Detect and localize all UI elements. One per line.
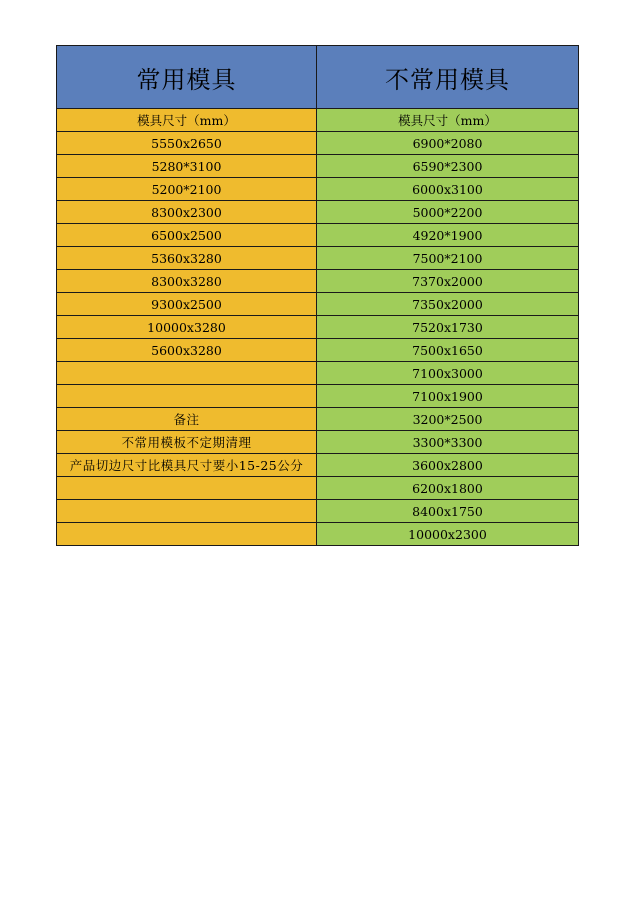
uncommon-mold-cell[interactable]: 6200x1800	[317, 477, 579, 500]
uncommon-mold-cell[interactable]: 6900*2080	[317, 132, 579, 155]
uncommon-mold-cell[interactable]: 3200*2500	[317, 408, 579, 431]
common-mold-cell[interactable]: 6500x2500	[57, 224, 317, 247]
uncommon-mold-cell[interactable]: 7100x3000	[317, 362, 579, 385]
uncommon-mold-cell[interactable]: 7520x1730	[317, 316, 579, 339]
common-mold-cell[interactable]: 5550x2650	[57, 132, 317, 155]
common-mold-cell[interactable]: 5360x3280	[57, 247, 317, 270]
table-row	[57, 385, 579, 408]
table-row	[57, 362, 579, 385]
mold-size-table	[56, 45, 579, 546]
common-mold-cell[interactable]: 5600x3280	[57, 339, 317, 362]
common-mold-cell[interactable]: 5200*2100	[57, 178, 317, 201]
table-row	[57, 477, 579, 500]
table-row	[57, 293, 579, 316]
uncommon-mold-cell[interactable]: 3300*3300	[317, 431, 579, 454]
uncommon-mold-cell[interactable]: 7100x1900	[317, 385, 579, 408]
table-row	[57, 201, 579, 224]
common-mold-cell[interactable]: 产品切边尺寸比模具尺寸要小15-25公分	[57, 454, 317, 477]
common-mold-cell[interactable]: 5280*3100	[57, 155, 317, 178]
header-row	[57, 46, 579, 109]
table-row	[57, 500, 579, 523]
table-row	[57, 178, 579, 201]
uncommon-mold-cell[interactable]: 7350x2000	[317, 293, 579, 316]
table-row	[57, 132, 579, 155]
common-mold-cell[interactable]: 9300x2500	[57, 293, 317, 316]
table-row	[57, 454, 579, 477]
common-mold-cell[interactable]: 8300x2300	[57, 201, 317, 224]
uncommon-mold-cell[interactable]: 7370x2000	[317, 270, 579, 293]
table-row	[57, 224, 579, 247]
common-molds-title: 常用模具	[57, 46, 317, 109]
common-mold-cell[interactable]	[57, 362, 317, 385]
uncommon-mold-cell[interactable]: 3600x2800	[317, 454, 579, 477]
mold-size-sheet	[56, 45, 578, 546]
uncommon-mold-cell[interactable]: 模具尺寸（mm）	[317, 109, 579, 132]
uncommon-mold-cell[interactable]: 6000x3100	[317, 178, 579, 201]
table-row	[57, 247, 579, 270]
common-mold-cell[interactable]	[57, 500, 317, 523]
uncommon-molds-title: 不常用模具	[317, 46, 579, 109]
table-row	[57, 408, 579, 431]
table-row	[57, 270, 579, 293]
uncommon-mold-cell[interactable]: 7500*2100	[317, 247, 579, 270]
table-row	[57, 431, 579, 454]
table-row	[57, 109, 579, 132]
uncommon-mold-cell[interactable]: 7500x1650	[317, 339, 579, 362]
uncommon-mold-cell[interactable]: 5000*2200	[317, 201, 579, 224]
table-row	[57, 339, 579, 362]
uncommon-mold-cell[interactable]: 4920*1900	[317, 224, 579, 247]
table-row	[57, 155, 579, 178]
common-mold-cell[interactable]: 不常用模板不定期清理	[57, 431, 317, 454]
uncommon-mold-cell[interactable]: 6590*2300	[317, 155, 579, 178]
common-mold-cell[interactable]: 8300x3280	[57, 270, 317, 293]
uncommon-mold-cell[interactable]: 8400x1750	[317, 500, 579, 523]
table-row	[57, 316, 579, 339]
common-mold-cell[interactable]: 10000x3280	[57, 316, 317, 339]
common-mold-cell[interactable]	[57, 385, 317, 408]
common-mold-cell[interactable]	[57, 477, 317, 500]
common-mold-cell[interactable]: 备注	[57, 408, 317, 431]
table-row	[57, 523, 579, 546]
uncommon-mold-cell[interactable]: 10000x2300	[317, 523, 579, 546]
common-mold-cell[interactable]	[57, 523, 317, 546]
common-mold-cell[interactable]: 模具尺寸（mm）	[57, 109, 317, 132]
